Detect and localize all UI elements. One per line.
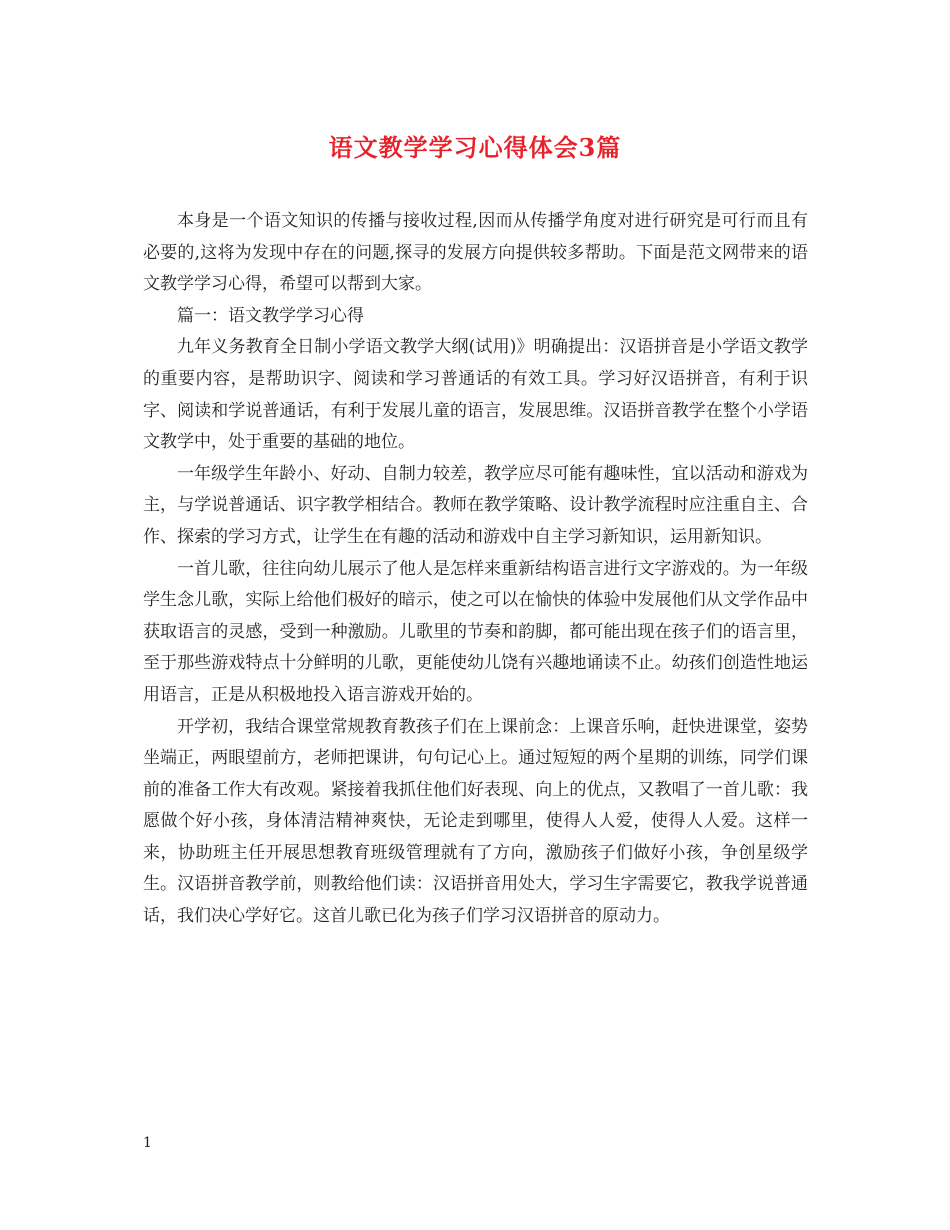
paragraph-intro: 本身是一个语文知识的传播与接收过程,因而从传播学角度对进行研究是可行而且有必要的,这将为发现中存在的问题,探寻的发展方向提供较多帮助。下面是范文网带来的语文教学学习心得，希望可以帮到大家。 <box>143 211 808 295</box>
paragraph-1: 九年义务教育全日制小学语文教学大纲(试用)》明确提出：汉语拼音是小学语文教学的重要内容，是帮助识字、阅读和学习普通话的有效工具。学习好汉语拼音，有利于识字、阅读和学说普通话，有利于发展儿童的语言，发展思维。汉语拼音教学在整个小学语文教学中，处于重要的基础的地位。 <box>143 337 808 453</box>
document-title: 语文教学学习心得体会3篇 <box>328 133 622 162</box>
paragraph-4: 开学初，我结合课堂常规教育教孩子们在上课前念：上课音乐响，赶快进课堂，姿势坐端正，两眼望前方，老师把课讲，句句记心上。通过短短的两个星期的训练，同学们课前的准备工作大有改观。紧接着我抓住他们好表现、向上的优点，又教唱了一首儿歌：我愿做个好小孩，身体清洁精神爽快，无论走到哪里，使得人人爱，使得人人爱。这样一来，协助班主任开展思想教育班级管理就有了方向，激励孩子们做好小孩，争创星级学生。汉语拼音教学前，则教给他们读：汉语拼音用处大，学习生字需要它，教我学说普通话，我们决心学好它。这首儿歌已化为孩子们学习汉语拼音的原动力。 <box>143 716 808 927</box>
page-number: 1 <box>143 1135 152 1151</box>
paragraph-2: 一年级学生年龄小、好动、自制力较差，教学应尽可能有趣味性，宜以活动和游戏为主，与学说普通话、识字教学相结合。教师在教学策略、设计教学流程时应注重自主、合作、探索的学习方式，让学生在有趣的活动和游戏中自主学习新知识，运用新知识。 <box>143 463 808 547</box>
section-heading: 篇一：语文教学学习心得 <box>177 305 364 326</box>
document-body <box>143 206 808 933</box>
paragraph-3: 一首儿歌，往往向幼儿展示了他人是怎样来重新结构语言进行文字游戏的。为一年级学生念儿歌，实际上给他们极好的暗示，使之可以在愉快的体验中发展他们从文学作品中获取语言的灵感，受到一种激励。儿歌里的节奏和韵脚，都可能出现在孩子们的语言里，至于那些游戏特点十分鲜明的儿歌，更能使幼儿饶有兴趣地诵读不止。幼孩们创造性地运用语言，正是从积极地投入语言游戏开始的。 <box>143 558 808 705</box>
